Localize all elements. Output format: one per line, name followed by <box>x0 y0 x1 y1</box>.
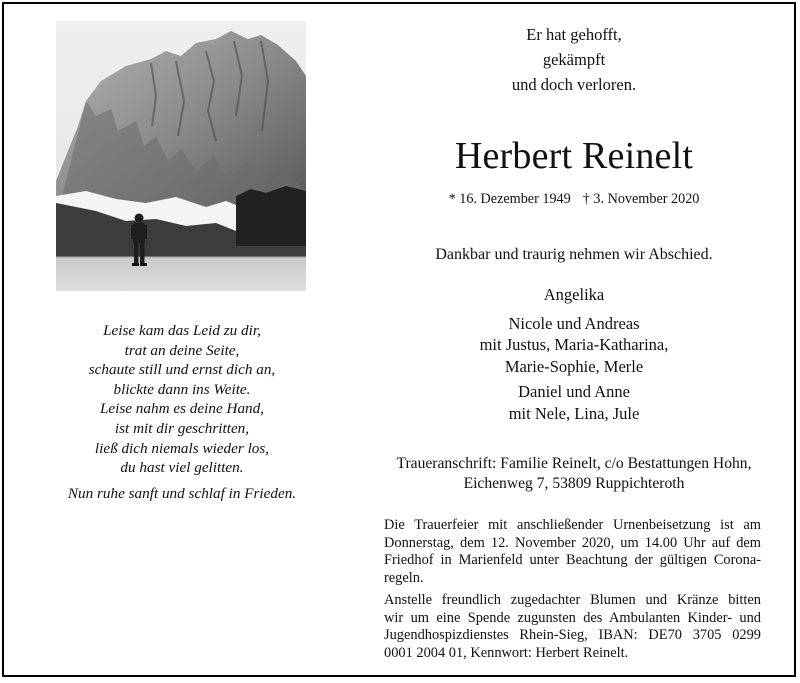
life-dates <box>374 190 774 208</box>
funeral-info-line: Donnerstag, dem 12. November 2020, um 14.00 Uhr auf dem <box>384 534 761 551</box>
death-date: † 3. November 2020 <box>582 191 700 207</box>
family-line: mit Nele, Lina, Jule <box>508 403 640 423</box>
poem-line: ließ dich niemals wieder los, <box>94 439 270 457</box>
poem-line: Leise nahm es deine Hand, <box>99 400 265 418</box>
poem-line: du hast viel gelitten. <box>120 459 244 477</box>
family-line: Angelika <box>543 285 605 304</box>
family-group <box>374 381 774 424</box>
address-line: Traueranschrift: Familie Reinelt, c/o Bestattungen Hohn, <box>396 455 752 472</box>
funeral-info-line: Die Trauerfeier mit anschließender Urnenbeisetzung ist am <box>384 517 761 533</box>
farewell-text: Dankbar und traurig nehmen wir Abschied. <box>435 246 713 263</box>
address-line: Eichenweg 7, 53809 Ruppichteroth <box>463 475 685 492</box>
obituary-notice <box>2 2 796 677</box>
motto <box>374 22 774 97</box>
donation-info-line: Anstelle freundlich zugedachter Blumen und Kränze bitten <box>384 592 761 608</box>
funeral-info <box>384 517 761 587</box>
family-group <box>374 313 774 378</box>
donation-info-line: Jugendhospizdienstes Rhein-Sieg, IBAN: DE70 3705 0299 <box>384 627 761 644</box>
donation-info-line: 0001 2004 01, Kennwort: Herbert Reinelt. <box>384 644 629 661</box>
family-line: Daniel und Anne <box>518 382 630 401</box>
poem-line: blickte dann ins Weite. <box>113 380 251 398</box>
deceased-name: Herbert Reinelt <box>454 135 694 177</box>
mourning-address <box>374 454 774 494</box>
funeral-info-line: regeln. <box>384 569 424 586</box>
poem-line: schaute still und ernst dich an, <box>88 361 276 379</box>
poem-final-line: Nun ruhe sanft und schlaf in Frieden. <box>67 484 297 502</box>
family-line: Nicole und Andreas <box>508 313 640 333</box>
motto-line: gekämpft <box>542 50 606 69</box>
donation-info <box>384 592 761 662</box>
family-line: Marie-Sophie, Merle <box>504 356 644 376</box>
memorial-photo <box>56 21 306 291</box>
poem-line: ist mit dir geschritten, <box>114 419 250 437</box>
motto-line: Er hat gehofft, <box>526 25 622 44</box>
family-group <box>374 284 774 306</box>
mountain-photo-image <box>56 21 306 291</box>
family-line: mit Justus, Maria-Katharina, <box>479 335 669 354</box>
family-list <box>374 284 774 424</box>
donation-info-line: wir um eine Spende zugunsten des Ambulanten Kinder- und <box>384 609 761 626</box>
poem-line: Leise kam das Leid zu dir, <box>103 322 261 339</box>
birth-date: * 16. Dezember 1949 <box>448 191 571 207</box>
funeral-info-line: Friedhof in Marienfeld unter Beachtung der gültigen Corona- <box>384 552 761 569</box>
poem-line: trat an deine Seite, <box>124 341 240 359</box>
poem <box>34 321 330 503</box>
motto-line: und doch verloren. <box>511 75 637 94</box>
